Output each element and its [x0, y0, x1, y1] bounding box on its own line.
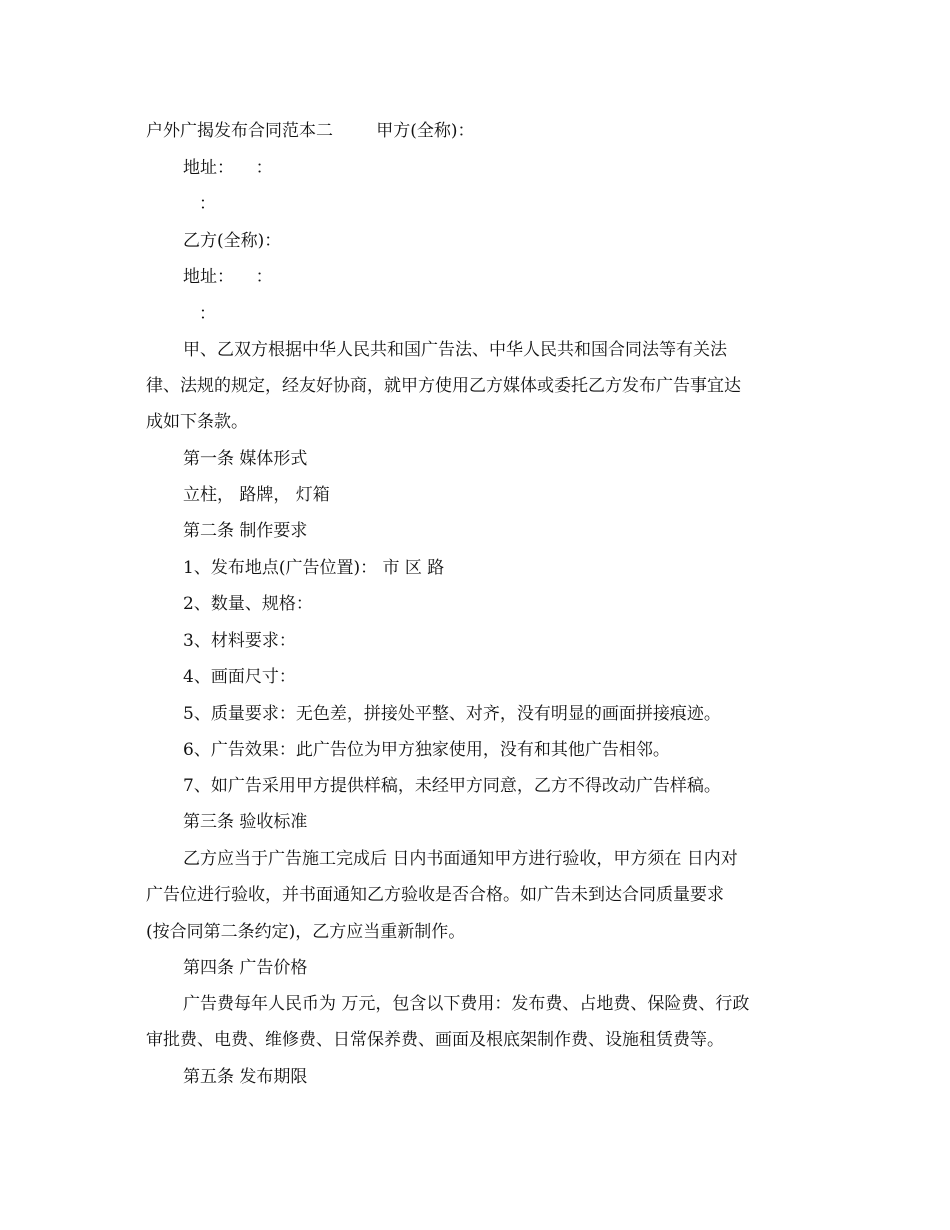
party-b-name: 乙方(全称)：: [183, 231, 282, 251]
intro-line: 成如下条款。: [146, 412, 248, 432]
article-2-item: 7、如广告采用甲方提供样稿，未经甲方同意，乙方不得改动广告样稿。: [183, 776, 721, 796]
article-4-line: 广告费每年人民币为 万元，包含以下费用：发布费、占地费、保险费、行政: [183, 994, 750, 1014]
article-3-line: (按合同第二条约定)，乙方应当重新制作。: [146, 922, 466, 942]
article-3-line: 广告位进行验收，并书面通知乙方验收是否合格。如广告未到达合同质量要求: [146, 885, 724, 905]
intro-line: 甲、乙双方根据中华人民共和国广告法、中华人民共和国合同法等有关法: [183, 340, 727, 360]
party-b-address: 地址： ：: [183, 267, 273, 287]
article-2-item: 2、数量、规格：: [183, 594, 313, 614]
article-4-line: 审批费、电费、维修费、日常保养费、画面及根底架制作费、设施租赁费等。: [146, 1030, 724, 1050]
article-2-item: 4、画面尺寸：: [183, 667, 296, 687]
article-1-title: 第一条 媒体形式: [183, 449, 308, 469]
party-b-colon-line: ：: [199, 304, 216, 324]
article-1-body: 立柱， 路牌， 灯箱: [183, 485, 330, 505]
title-line: 户外广揭发布合同范本二 甲方(全称)：: [146, 121, 475, 141]
article-3-title: 第三条 验收标准: [183, 812, 308, 832]
party-a-address: 地址： ：: [183, 158, 273, 178]
intro-line: 律、法规的规定，经友好协商，就甲方使用乙方媒体或委托乙方发布广告事宜达: [146, 376, 741, 396]
article-2-item: 5、质量要求：无色差，拼接处平整、对齐，没有明显的画面拼接痕迹。: [183, 704, 721, 724]
article-2-title: 第二条 制作要求: [183, 521, 308, 541]
article-2-item: 3、材料要求：: [183, 631, 296, 651]
article-5-title: 第五条 发布期限: [183, 1067, 308, 1087]
party-a-colon-line: ：: [199, 194, 216, 214]
article-2-item: 6、广告效果：此广告位为甲方独家使用，没有和其他广告相邻。: [183, 740, 670, 760]
article-2-item: 1、发布地点(广告位置)： 市 区 路: [183, 558, 445, 578]
article-4-title: 第四条 广告价格: [183, 958, 308, 978]
article-3-line: 乙方应当于广告施工完成后 日内书面通知甲方进行验收，甲方须在 日内对: [183, 849, 738, 869]
